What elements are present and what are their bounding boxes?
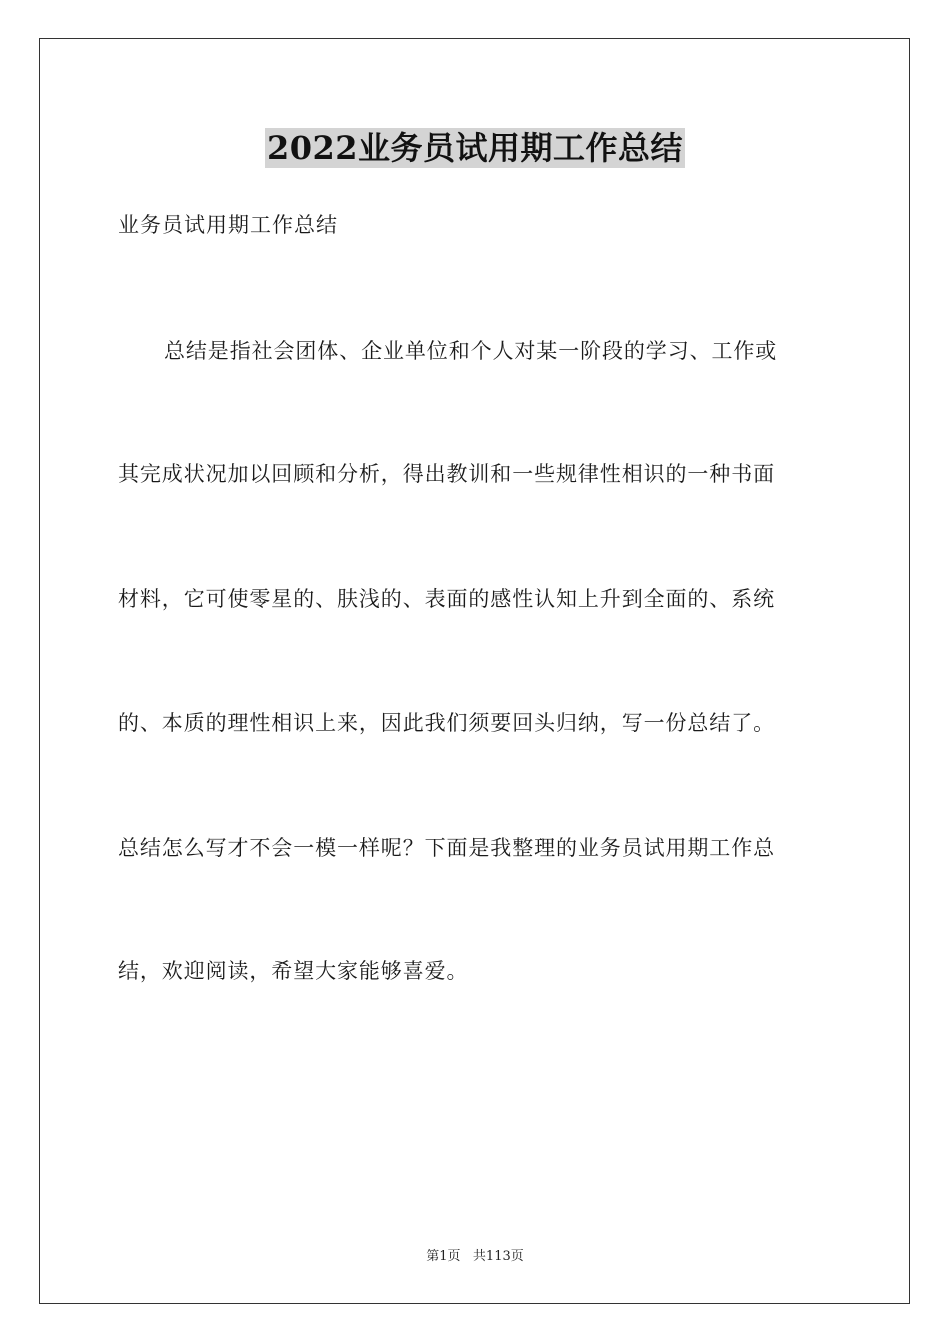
paragraph-line: 总结怎么写才不会一模一样呢？下面是我整理的业务员试用期工作总	[118, 836, 775, 860]
document-subtitle: 业务员试用期工作总结	[118, 213, 338, 237]
paragraph-line: 其完成状况加以回顾和分析，得出教训和一些规律性相识的一种书面	[118, 462, 775, 486]
paragraph-line: 结，欢迎阅读，希望大家能够喜爱。	[118, 959, 469, 983]
paragraph-line: 的、本质的理性相识上来，因此我们须要回头归纳，写一份总结了。	[118, 711, 775, 735]
paragraph-line: 总结是指社会团体、企业单位和个人对某一阶段的学习、工作或	[164, 339, 778, 363]
document-title: 2022业务员试用期工作总结	[266, 129, 684, 167]
title-container	[0, 128, 950, 168]
paragraph-line: 材料，它可使零星的、肤浅的、表面的感性认知上升到全面的、系统	[118, 587, 775, 611]
page-footer: 第1页 共113页	[426, 1249, 524, 1264]
